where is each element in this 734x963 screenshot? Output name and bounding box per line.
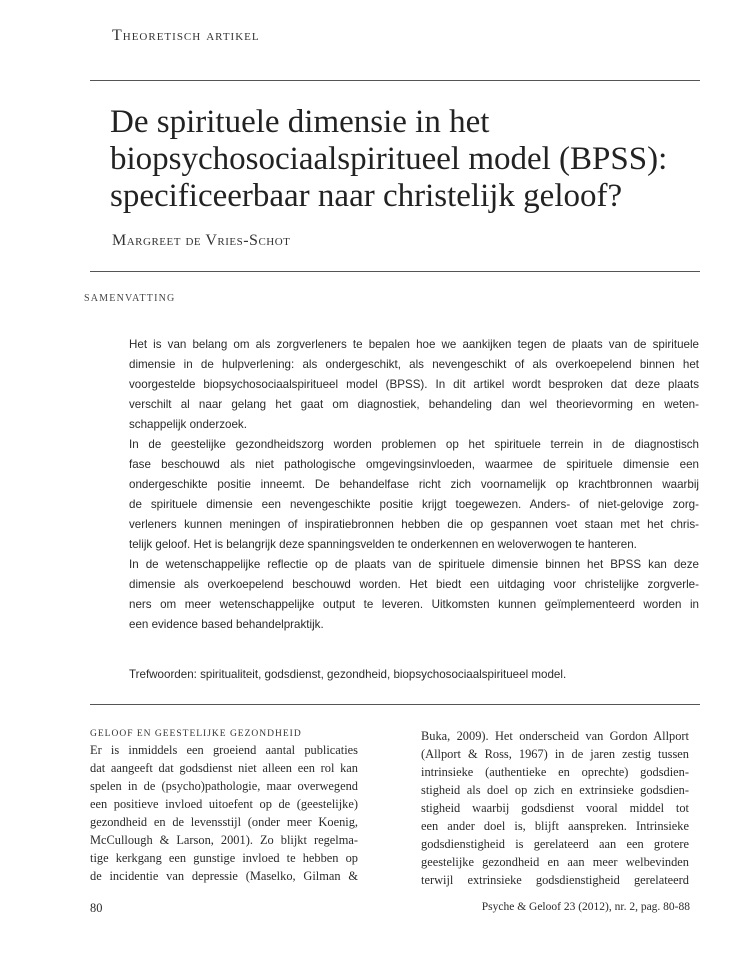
body-line: stigheid waarbij godsdienst vooral middel tot (421, 801, 689, 815)
title-line: biopsychosociaalspiritueel model (BPSS): (110, 141, 668, 177)
abstract-line: een evidence based behandelpraktijk. (129, 618, 324, 631)
abstract-line: de spirituele dimensie een nevengeschikte positie krijgt toegewezen. Anders- of niet-gelovige zorg- (129, 498, 699, 511)
body-line: terwijl extrinsieke godsdienstigheid gerelateerd (421, 873, 689, 887)
abstract-line: fase beschouwd als niet pathologische omgevingsinvloeden, waarmee de spirituele dimensie een (129, 458, 699, 471)
section-heading: GELOOF EN GEESTELIJKE GEZONDHEID (90, 729, 302, 739)
body-line: geestelijke gezondheid en aan meer welbevinden (421, 855, 689, 869)
body-line: spelen in de (psycho)pathologie, maar overwegend (90, 779, 358, 793)
body-line: de incidentie van depressie (Maselko, Gilman & (90, 869, 358, 883)
abstract-line: ners om meer wetenschappelijke output te leveren. Uitkomsten kunnen geïmplementeerd worden in (129, 598, 699, 611)
body-line: een ander doel is, blijft aanspreken. Intrinsieke (421, 819, 689, 833)
author-name: Margreet de Vries-Schot (112, 232, 291, 249)
body-line: dat aangeeft dat godsdienst niet alleen een rol kan (90, 761, 358, 775)
abstract-line: verschilt al naar gelang het gaat om diagnostiek, behandeling dan wel theorievorming en weten- (129, 398, 699, 411)
abstract-bottom-rule (90, 704, 700, 705)
abstract-line: telijk geloof. Het is belangrijk deze spanningsvelden te onderkennen en weloverwogen te hanteren. (129, 538, 637, 551)
body-column-right (421, 727, 689, 889)
body-line: stigheid als doel op zich en extrinsieke godsdien- (421, 783, 689, 797)
article-title (110, 104, 710, 215)
body-line: Er is inmiddels een groeiend aantal publicaties (90, 743, 358, 757)
abstract-line: In de wetenschappelijke reflectie op de plaats van de spirituele dimensie binnen het BPSS kan deze (129, 558, 699, 571)
title-top-rule (90, 80, 700, 81)
body-line: Buka, 2009). Het onderscheid van Gordon Allport (421, 729, 689, 743)
abstract-label: SAMENVATTING (84, 293, 176, 304)
journal-reference: Psyche & Geloof 23 (2012), nr. 2, pag. 80-88 (481, 901, 690, 913)
section-label: Theoretisch artikel (112, 27, 260, 44)
abstract-line: dimensie als overkoepelend beschouwd worden. Het biedt een uitdaging voor christelijke zorgverle- (129, 578, 699, 591)
body-line: godsdienstigheid is gerelateerd aan een grotere (421, 837, 689, 851)
author-bottom-rule (90, 271, 700, 272)
body-line: een positieve invloed uitoefent op de (geestelijke) (90, 797, 358, 811)
body-column-left (90, 727, 358, 885)
page-number: 80 (90, 901, 103, 915)
abstract-line: dimensie in de hulpverlening: als ondergeschikt, als nevengeschikt of als overkoepelend binnen het (129, 358, 699, 371)
keywords: Trefwoorden: spiritualiteit, godsdienst, gezondheid, biopsychosociaalspiritueel model. (129, 668, 567, 681)
body-line: tige kerkgang een gunstige invloed te hebben op (90, 851, 358, 865)
body-line: (Allport & Ross, 1967) in de jaren zestig tussen (421, 747, 689, 761)
abstract-line: verleners kunnen meningen of inspiratiebronnen hebben die op gespannen voet staan met het chris- (129, 518, 699, 531)
abstract-text (129, 335, 699, 635)
title-line: De spirituele dimensie in het (110, 104, 490, 140)
body-line: gezondheid en de levensstijl (onder meer Koenig, (90, 815, 358, 829)
body-line: intrinsieke (authentieke en oprechte) godsdien- (421, 765, 689, 779)
abstract-line: In de geestelijke gezondheidszorg worden problemen op het spirituele terrein in de diagnostisch (129, 438, 699, 451)
title-line: specificeerbaar naar christelijk geloof? (110, 178, 623, 214)
abstract-line: Het is van belang om als zorgverleners te bepalen hoe we aankijken tegen de plaats van de spirituele (129, 338, 699, 351)
body-line: McCullough & Larson, 2001). Zo blijkt regelma- (90, 833, 358, 847)
abstract-line: ondergeschikte positie inneemt. De behandelfase richt zich voornamelijk op krachtbronnen waarbij (129, 478, 699, 491)
abstract-line: schappelijk onderzoek. (129, 418, 247, 431)
abstract-line: voorgestelde biopsychosociaalspiritueel model (BPSS). In dit artikel wordt besproken dat deze plaats (129, 378, 699, 391)
